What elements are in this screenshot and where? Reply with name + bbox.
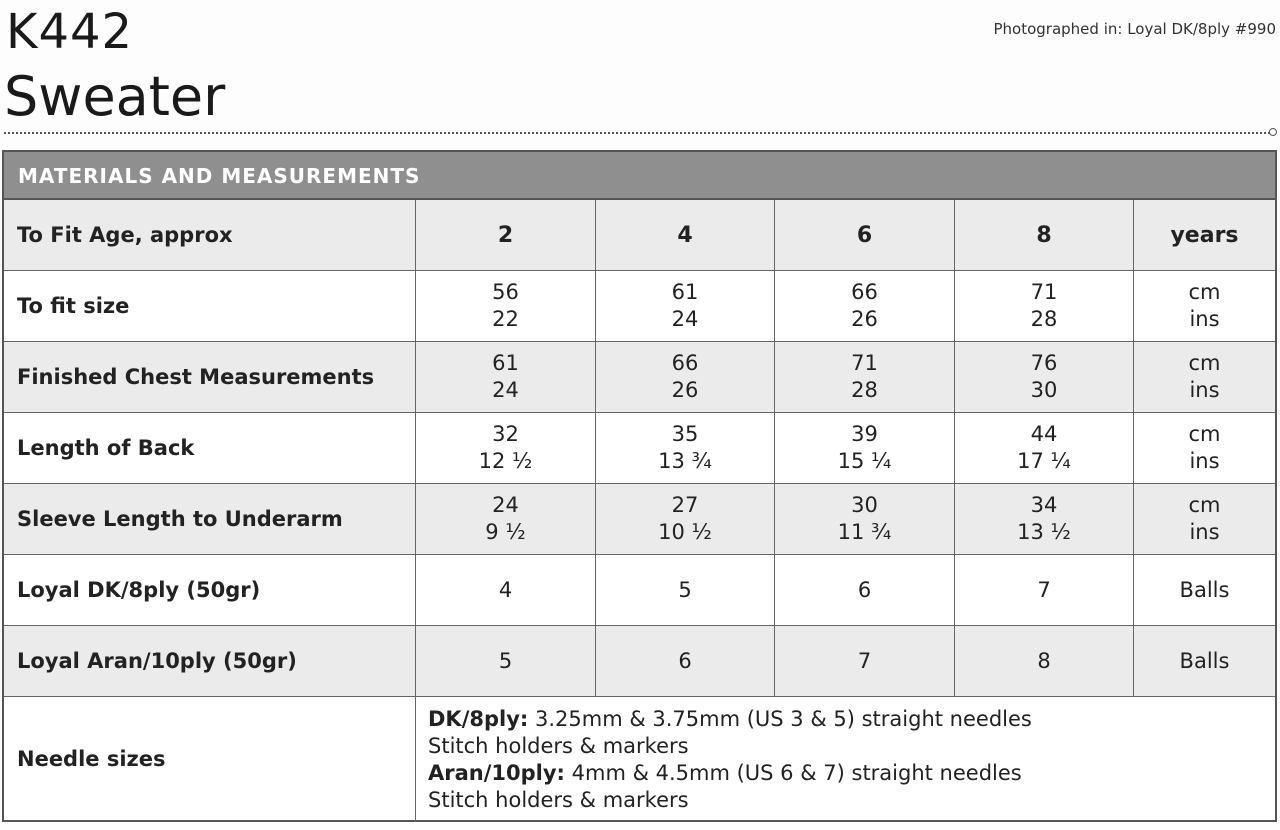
table-row bbox=[4, 626, 1275, 697]
unit-cell bbox=[1134, 271, 1275, 341]
value-ins: 28 bbox=[1030, 307, 1058, 331]
value-cm: 24 bbox=[492, 493, 519, 517]
value-cell bbox=[955, 342, 1134, 412]
unit-cell bbox=[1134, 413, 1275, 483]
needle-sizes-row bbox=[4, 697, 1275, 822]
value-cm: 61 bbox=[671, 280, 699, 304]
value-cell bbox=[955, 271, 1134, 341]
age-6: 6 bbox=[775, 200, 955, 270]
table-row bbox=[4, 271, 1275, 342]
aran-needles-title: Aran/10ply: bbox=[428, 760, 565, 785]
value-cm: 39 bbox=[851, 422, 878, 446]
value-cell bbox=[955, 484, 1134, 554]
photographed-note: Photographed in: Loyal DK/8ply #990 bbox=[993, 20, 1276, 38]
value-cell bbox=[596, 342, 775, 412]
value-cell bbox=[775, 413, 955, 483]
pattern-code: K442 bbox=[6, 4, 134, 60]
value-ins: 10 ½ bbox=[658, 520, 712, 544]
aran-extra-line: Stitch holders & markers bbox=[428, 787, 689, 812]
value-cell bbox=[416, 484, 596, 554]
row-label: To fit size bbox=[4, 271, 416, 341]
value-ins: 13 ¾ bbox=[658, 449, 712, 473]
value-cm: 44 bbox=[1030, 422, 1058, 446]
value-ins: 28 bbox=[851, 378, 878, 402]
value-cell bbox=[596, 413, 775, 483]
value-ins: 9 ½ bbox=[485, 520, 526, 544]
value-cell bbox=[775, 626, 955, 696]
pattern-name: Sweater bbox=[4, 65, 226, 128]
row-label: Sleeve Length to Underarm bbox=[4, 484, 416, 554]
aran-needles-line bbox=[428, 760, 1275, 787]
value-balls: 6 bbox=[678, 648, 692, 673]
dk-needles-line bbox=[428, 706, 1275, 733]
value-ins: 30 bbox=[1030, 378, 1058, 402]
value-ins: 26 bbox=[671, 378, 699, 402]
value-cell bbox=[416, 555, 596, 625]
value-cm: 35 bbox=[671, 422, 699, 446]
table-row bbox=[4, 484, 1275, 555]
age-8: 8 bbox=[955, 200, 1134, 270]
value-cell bbox=[775, 271, 955, 341]
value-balls: 5 bbox=[498, 648, 513, 673]
unit-ins: ins bbox=[1189, 520, 1220, 544]
value-cm: 76 bbox=[1030, 351, 1058, 375]
value-balls: 6 bbox=[857, 577, 872, 602]
value-ins: 26 bbox=[851, 307, 878, 331]
value-ins: 11 ¾ bbox=[837, 520, 892, 544]
value-cm: 71 bbox=[851, 351, 878, 375]
value-cm: 56 bbox=[492, 280, 519, 304]
unit-ins: ins bbox=[1189, 307, 1220, 331]
table-title: MATERIALS AND MEASUREMENTS bbox=[4, 152, 1275, 200]
value-ins: 24 bbox=[671, 307, 699, 331]
age-4: 4 bbox=[596, 200, 775, 270]
value-balls: 7 bbox=[857, 648, 872, 673]
needle-details bbox=[416, 697, 1275, 822]
row-label: Loyal Aran/10ply (50gr) bbox=[4, 626, 416, 696]
dk-needles-title: DK/8ply: bbox=[428, 706, 529, 731]
value-cm: 30 bbox=[851, 493, 878, 517]
value-cm: 32 bbox=[492, 422, 519, 446]
dk-extra-line: Stitch holders & markers bbox=[428, 733, 689, 758]
value-balls: 4 bbox=[498, 577, 513, 602]
row-label: Length of Back bbox=[4, 413, 416, 483]
value-balls: 8 bbox=[1037, 648, 1051, 673]
value-cell bbox=[775, 555, 955, 625]
value-ins: 17 ¼ bbox=[1017, 449, 1071, 473]
unit-cell bbox=[1134, 555, 1275, 625]
value-balls: 7 bbox=[1037, 577, 1051, 602]
table-row bbox=[4, 342, 1275, 413]
unit-cm: cm bbox=[1188, 422, 1221, 446]
age-label: To Fit Age, approx bbox=[4, 200, 416, 270]
unit-ins: ins bbox=[1189, 378, 1220, 402]
dk-needles-text: 3.25mm & 3.75mm (US 3 & 5) straight needles bbox=[528, 706, 1032, 731]
value-cm: 66 bbox=[851, 280, 878, 304]
value-ins: 15 ¼ bbox=[837, 449, 892, 473]
unit-balls: Balls bbox=[1179, 577, 1230, 602]
unit-ins: ins bbox=[1189, 449, 1220, 473]
age-unit: years bbox=[1170, 222, 1239, 248]
unit-cm: cm bbox=[1188, 351, 1221, 375]
value-cell bbox=[955, 555, 1134, 625]
value-ins: 22 bbox=[492, 307, 519, 331]
value-cm: 66 bbox=[671, 351, 699, 375]
unit-cell bbox=[1134, 484, 1275, 554]
row-label: Loyal DK/8ply (50gr) bbox=[4, 555, 416, 625]
value-ins: 24 bbox=[492, 378, 519, 402]
unit-balls: Balls bbox=[1179, 648, 1230, 673]
unit-cell bbox=[1134, 342, 1275, 412]
materials-table bbox=[2, 150, 1277, 822]
value-cm: 61 bbox=[492, 351, 519, 375]
value-cm: 71 bbox=[1030, 280, 1058, 304]
value-balls: 5 bbox=[678, 577, 692, 602]
value-cell bbox=[416, 342, 596, 412]
value-cell bbox=[416, 626, 596, 696]
value-ins: 12 ½ bbox=[478, 449, 533, 473]
unit-cm: cm bbox=[1188, 493, 1221, 517]
value-cell bbox=[416, 413, 596, 483]
value-cell bbox=[775, 484, 955, 554]
aran-needles-text: 4mm & 4.5mm (US 6 & 7) straight needles bbox=[564, 760, 1022, 785]
unit-cm: cm bbox=[1188, 280, 1221, 304]
value-cm: 34 bbox=[1030, 493, 1058, 517]
table-row bbox=[4, 555, 1275, 626]
value-cell bbox=[775, 342, 955, 412]
needle-label: Needle sizes bbox=[4, 697, 416, 822]
dotted-divider bbox=[4, 132, 1270, 134]
table-row bbox=[4, 413, 1275, 484]
unit-cell bbox=[1134, 626, 1275, 696]
value-cell bbox=[596, 484, 775, 554]
value-cm: 27 bbox=[671, 493, 699, 517]
value-cell bbox=[596, 626, 775, 696]
value-cell bbox=[955, 413, 1134, 483]
value-cell bbox=[416, 271, 596, 341]
value-cell bbox=[955, 626, 1134, 696]
divider-end-circle bbox=[1269, 128, 1277, 136]
row-label: Finished Chest Measurements bbox=[4, 342, 416, 412]
value-ins: 13 ½ bbox=[1017, 520, 1071, 544]
age-header-row bbox=[4, 200, 1275, 271]
value-cell bbox=[596, 555, 775, 625]
value-cell bbox=[596, 271, 775, 341]
age-2: 2 bbox=[416, 200, 596, 270]
